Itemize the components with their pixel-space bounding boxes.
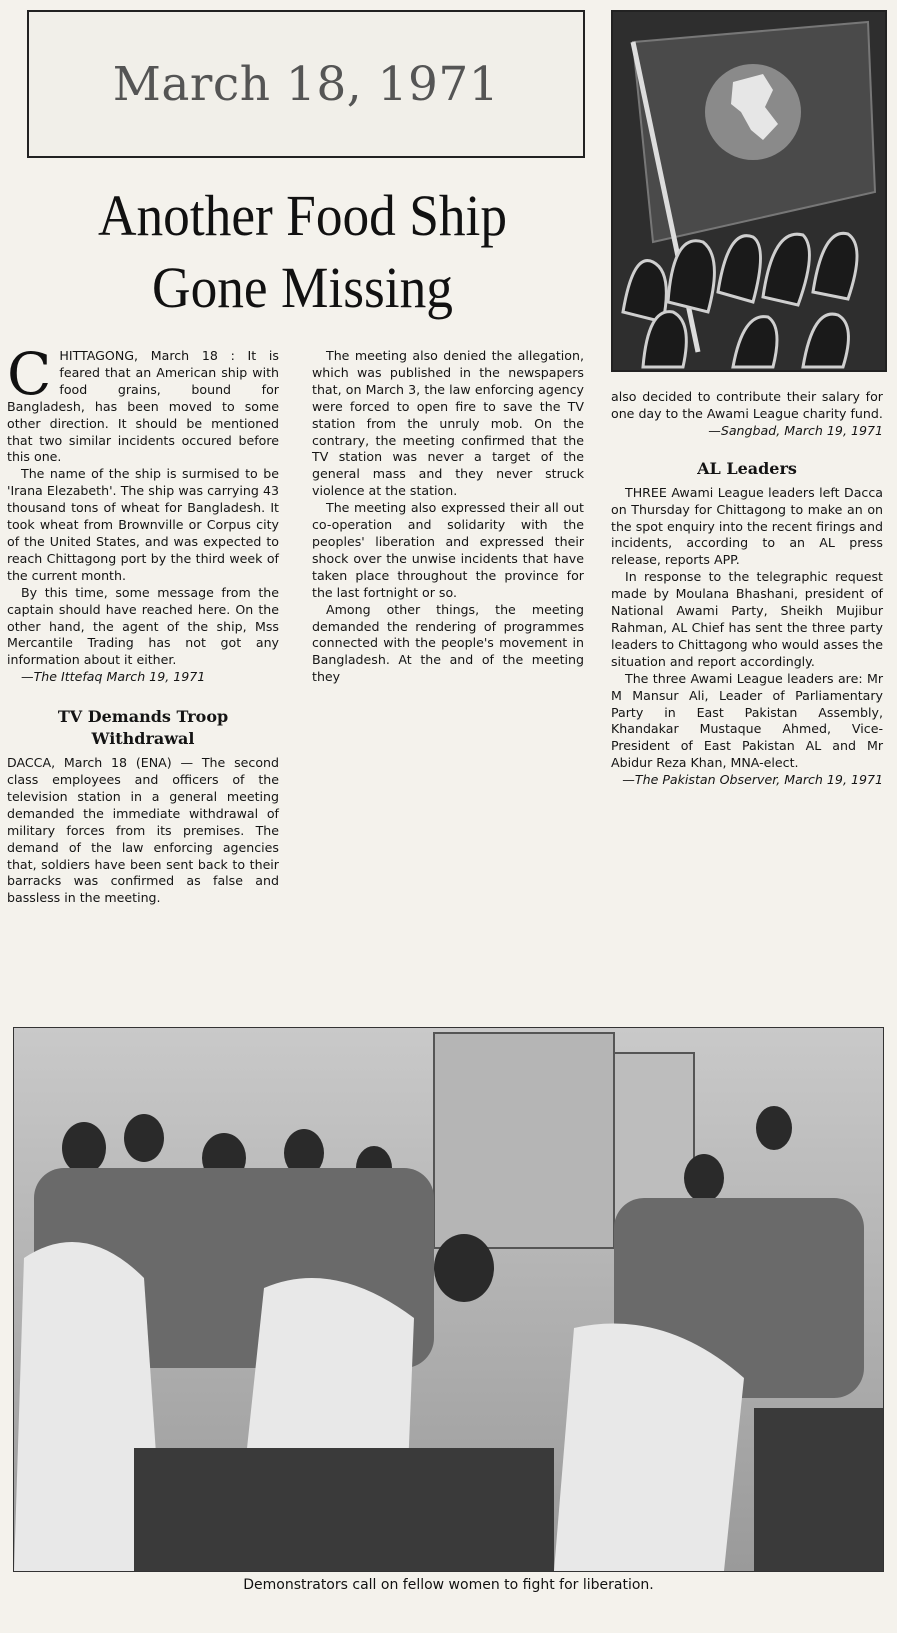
story3-paragraph: In response to the telegraphic request made by Moulana Bhashani, president of National Awami Party, Sheikh Mujibur Rahman, AL Chief has sent the three party leaders to Chittagong who would asses the situation and report accordingly.	[611, 569, 883, 669]
photo-caption: Demonstrators call on fellow women to fight for liberation.	[243, 1577, 654, 1593]
flag-fists-graphic	[613, 12, 885, 370]
story2-paragraph: Among other things, the meeting demanded the rendering of programmes connected with the people's movement in Bangladesh. At the and of the meeting they	[312, 601, 584, 685]
column-1	[7, 340, 279, 907]
column-3	[611, 389, 883, 789]
story3-source: —The Pakistan Observer, March 19, 1971	[622, 772, 883, 788]
drop-cap: C	[7, 340, 52, 408]
story2-paragraph: The meeting also denied the allegation, which was published in the newspapers that, on March 3, the law enforcing agency were forced to open fire to save the TV station from the unruly mob. On the contrary, the meeting confirmed that the TV station was never a target of the general mass and they never struck violence at the station.	[312, 348, 584, 499]
flag-poster-illustration	[611, 10, 887, 372]
story1-paragraph: The name of the ship is surmised to be 'Irana Elezabeth'. The ship was carrying 43 thousand tons of wheat for Bangladesh. It took wheat from Brownville or Corpus city of the United States, and was expected to reach Chittagong port by the third week of the current month.	[7, 466, 279, 583]
story1-paragraph: HITTAGONG, March 18 : It is feared that an American ship with food grains, bound for Bangladesh, has been moved to some other direction. It should be mentioned that two similar incidents occured before this one.	[7, 348, 279, 465]
headline-line-1: Another Food Ship	[97, 183, 508, 248]
date-box	[27, 10, 585, 158]
date-text: March 18, 1971	[112, 56, 500, 112]
story3-paragraph: The three Awami League leaders are: Mr M Mansur Ali, Leader of Parliamentary Party in East Pakistan Assembly, Khandakar Mustaque Ahmed, Vice-President of East Pakistan AL and Mr Abidur Reza Khan, MNA-elect.	[611, 670, 883, 771]
demonstrators-photo	[13, 1027, 884, 1572]
headline-line-2: Gone Missing	[152, 255, 453, 320]
headline	[43, 180, 563, 324]
story3-heading: AL Leaders	[697, 458, 797, 478]
story3-paragraph: THREE Awami League leaders left Dacca on Thursday for Chittagong to make an on the spot enquiry into the recent firings and incidents, according to an AL press release, reports APP.	[611, 484, 883, 568]
story1-source: —The Ittefaq March 19, 1971	[21, 669, 206, 685]
story2-paragraph: also decided to contribute their salary for one day to the Awami League charity fund.	[611, 389, 883, 421]
column-2	[312, 348, 584, 686]
story2-source: —Sangbad, March 19, 1971	[708, 422, 883, 438]
story2-heading: TV Demands Troop Withdrawal	[57, 707, 229, 749]
story1-paragraph: By this time, some message from the captain should have reached here. On the other hand, the agent of the ship, Mss Mercantile Trading has not got any information about it either.	[7, 584, 279, 668]
story2-paragraph: DACCA, March 18 (ENA) — The second class employees and officers of the television station in a general meeting demanded the immediate withdrawal of military forces from its premises. The demand of the law enforcing agencies that, soldiers have been sent back to their barracks was confirmed as false and bassless in the meeting.	[7, 755, 279, 906]
crowd-graphic	[14, 1028, 883, 1571]
story2-paragraph: The meeting also expressed their all out co-operation and solidarity with the peoples' liberation and expressed their shock over the unwise incidents that have taken place throughout the province for the last fortnight or so.	[312, 500, 584, 600]
